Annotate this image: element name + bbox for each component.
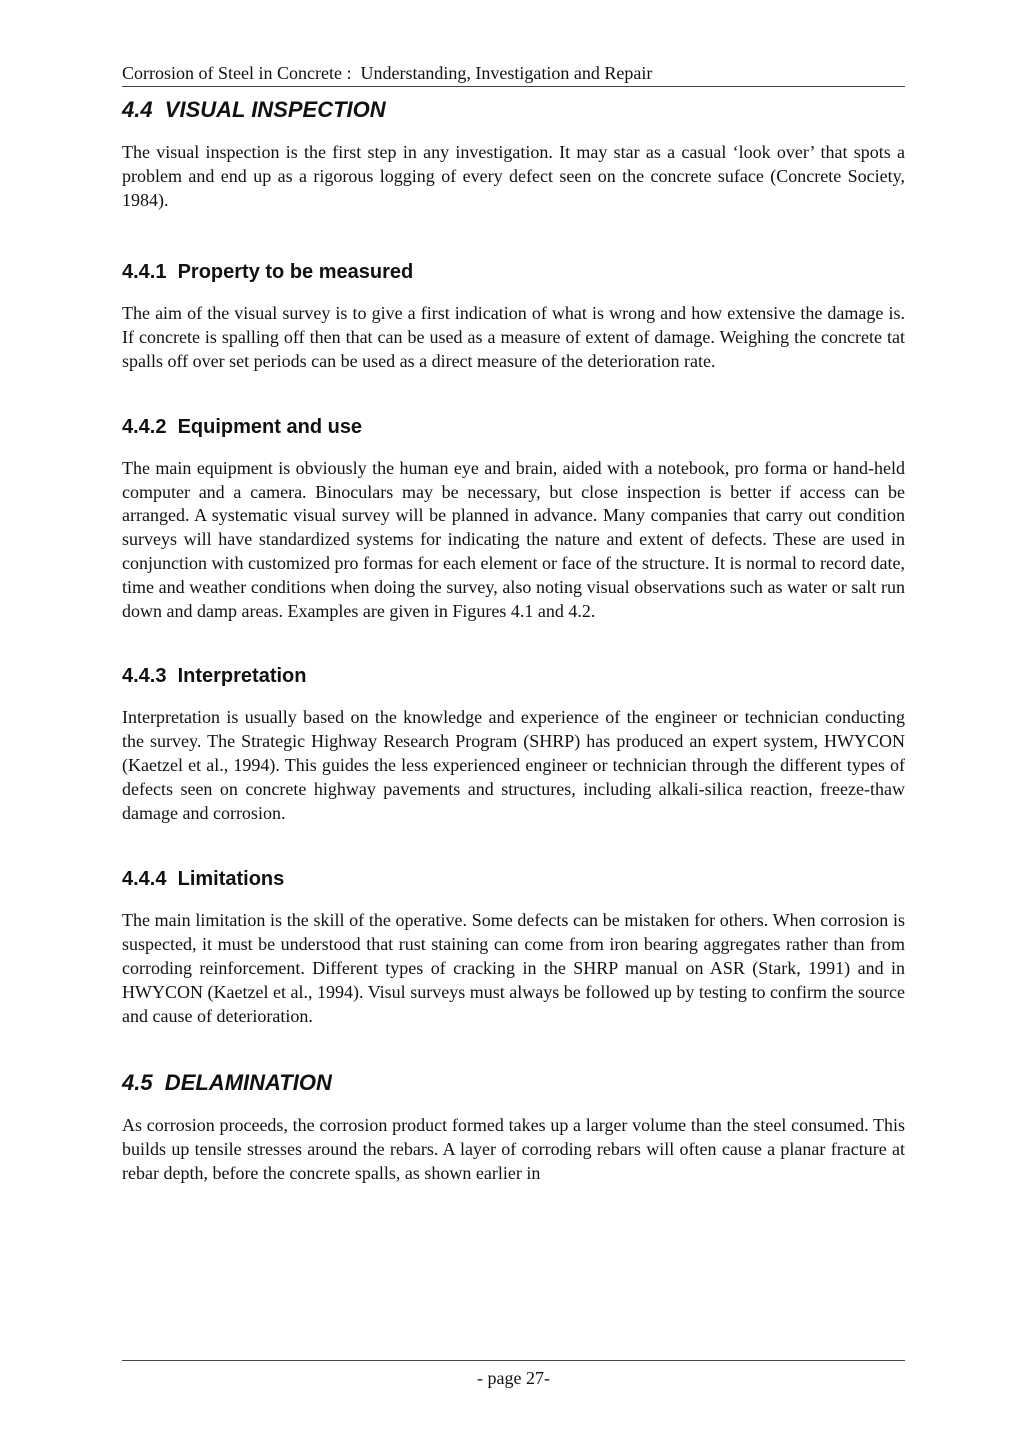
running-header: Corrosion of Steel in Concrete : Understanding, Investigation and Repair: [122, 60, 905, 87]
section-4-4-title: 4.4 VISUAL INSPECTION: [122, 97, 386, 122]
section-4-4-4-title: 4.4.4 Limitations: [122, 868, 285, 891]
section-4-5-text: As corrosion proceeds, the corrosion product formed takes up a larger volume than the steel consumed. This builds up tensile stresses around the rebars. A layer of corroding rebars will often cause a planar fracture at rebar depth, before the concrete spalls, as shown earlier in: [122, 1115, 905, 1183]
section-4-4-3-title: 4.4.3 Interpretation: [122, 665, 307, 688]
document-page: [122, 60, 905, 1186]
section-4-4-4-text: The main limitation is the skill of the operative. Some defects can be mistaken for others. When corrosion is suspected, it must be understood that rust staining can come from iron bearing aggregates rather than from corroding reinforcement. Different types of cracking in the SHRP manual on ASR (Stark, 1991) and in HWYCON (Kaetzel et al., 1994). Visul surveys must always be followed up by testing to confirm the source and cause of deterioration.: [122, 910, 905, 1026]
section-4-5-title: 4.5 DELAMINATION: [122, 1070, 332, 1096]
section-4-4-intro: The visual inspection is the first step in any investigation. It may star as a casual ‘look over’ that spots a problem and end up as a rigorous logging of every defect seen on the concrete suface (Concrete Society, 1984).: [122, 142, 905, 210]
section-4-4-1-title: 4.4.1 Property to be measured: [122, 261, 414, 284]
page-footer: [122, 1360, 905, 1391]
section-4-4-2-title: 4.4.2 Equipment and use: [122, 415, 363, 438]
section-4-4-2-text: The main equipment is obviously the human eye and brain, aided with a notebook, pro forma or hand-held computer and a camera. Binoculars may be necessary, but close inspection is better if access can be arranged. A systematic visual survey will be planned in advance. Many companies that carry out condition surveys will have standardized systems for indicating the nature and extent of defects. These are used in conjunction with customized pro formas for each element or face of the structure. It is normal to record date, time and weather conditions when doing the survey, also noting visual observations such as water or salt run down and damp areas. Examples are given in Figures 4.1 and 4.2.: [122, 457, 905, 621]
section-4-4-3-text: Interpretation is usually based on the knowledge and experience of the engineer or technician conducting the survey. The Strategic Highway Research Program (SHRP) has produced an expert system, HWYCON (Kaetzel et al., 1994). This guides the less experienced engineer or technician through the different types of defects seen on concrete highway pavements and structures, including alkali-silica reaction, freeze-thaw damage and corrosion.: [122, 707, 905, 823]
page-number: - page 27-: [477, 1368, 550, 1388]
section-4-4-1-text: The aim of the visual survey is to give a first indication of what is wrong and how extensive the damage is. If concrete is spalling off then that can be used as a measure of extent of damage. Weighing the concrete tat spalls off over set periods can be used as a direct measure of the deterioration rate.: [122, 303, 905, 371]
